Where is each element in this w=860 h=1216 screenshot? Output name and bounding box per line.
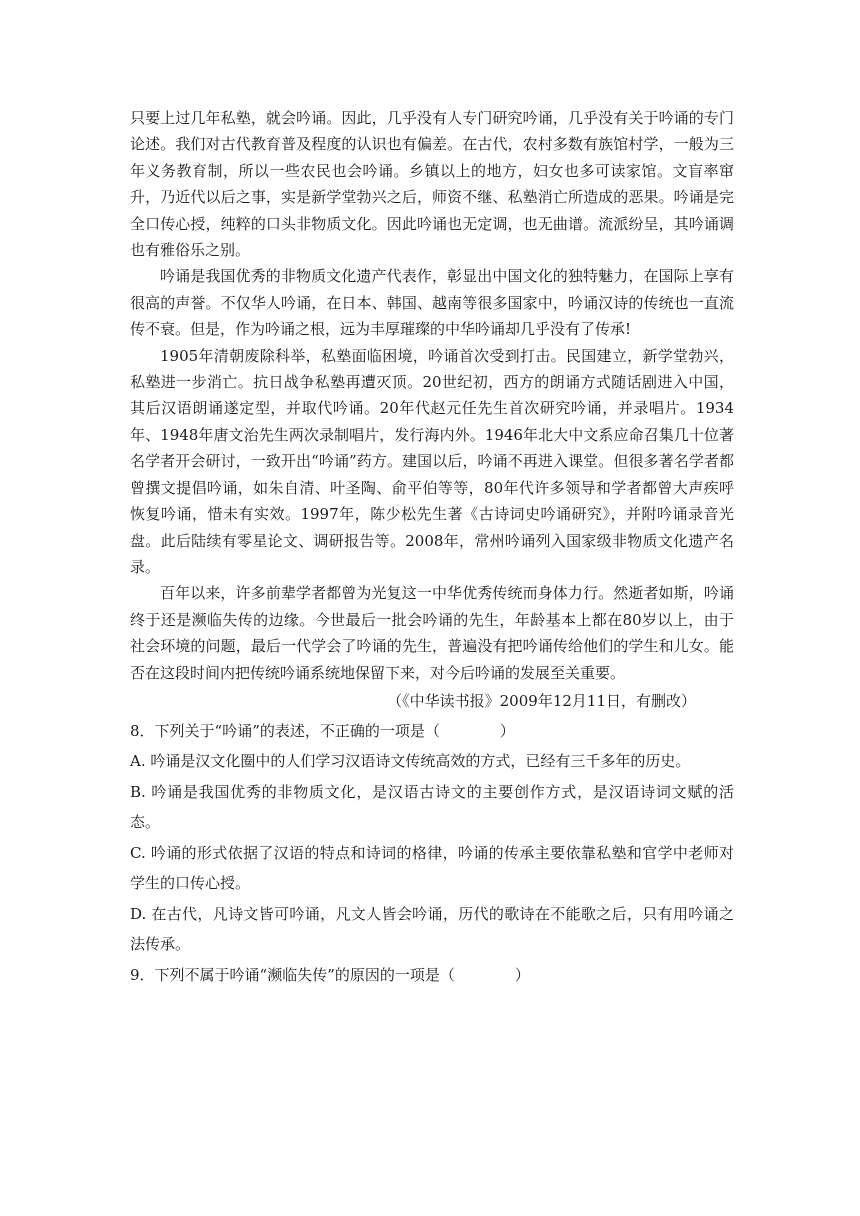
article-paragraph-3: 1905年清朝废除科举，私塾面临困境，吟诵首次受到打击。民国建立，新学堂勃兴，私塾进一步消亡。抗日战争私塾再遭灭顶。20世纪初，西方的朗诵方式随话剧进入中国，其后汉语朗诵遂定型，并取代吟诵。20年代赵元任先生首次研究吟诵，并录唱片。1934年、1948年唐文治先生两次录制唱片，发行海内外。1946年北大中文系应命召集几十位著名学者开会研讨，一致开出“吟诵”药方。建国以后，吟诵不再进入课堂。但很多著名学者都曾撰文提倡吟诵，如朱自清、叶圣陶、俞平伯等等，80年代许多领导和学者都曾大声疾呼恢复吟诵，惜未有实效。1997年，陈少松先生著《古诗词史吟诵研究》，并附吟诵录音光盘。此后陆续有零星论文、调研报告等。2008年，常州吟诵列入国家级非物质文化遗产名录。 [130,346,734,576]
question-8-option-a: A. 吟诵是汉文化圈中的人们学习汉语诗文传统高效的方式，已经有三千多年的历史。 [130,752,691,771]
document-page [130,105,734,990]
question-9-stem-close: ） [514,965,530,984]
question-8-option-c: C. 吟诵的形式依据了汉语的特点和诗词的格律，吟诵的传承主要依靠私塾和官学中老师对学生的口传心授。 [130,843,734,893]
article-paragraph-1: 只要上过几年私塾，就会吟诵。因此，几乎没有人专门研究吟诵，几乎没有关于吟诵的专门论述。我们对古代教育普及程度的认识也有偏差。在古代，农村多数有族馆村学，一般为三年义务教育制，所以一些农民也会吟诵。乡镇以上的地方，妇女也多可读家馆。文盲率窜升，乃近代以后之事，实是新学堂勃兴之后，师资不继、私塾消亡所造成的恶果。吟诵是完全口传心授，纯粹的口头非物质文化。因此吟诵也无定调，也无曲谱。流派纷呈，其吟诵调也有雅俗乐之别。 [130,109,734,260]
question-8-option-b: B. 吟诵是我国优秀的非物质文化，是汉语古诗文的主要创作方式，是汉语诗词文赋的活态。 [130,782,734,832]
question-8-option-d: D. 在古代，凡诗文皆可吟诵，凡文人皆会吟诵，历代的歌诗在不能歌之后，只有用吟诵之法传承。 [130,904,734,954]
article-paragraph-4: 百年以来，许多前辈学者都曾为光复这一中华优秀传统而身体力行。然逝者如斯，吟诵终于还是濒临失传的边缘。今世最后一批会吟诵的先生，年龄基本上都在80岁以上，由于社会环境的问题，最后一代学会了吟诵的先生，普遍没有把吟诵传给他们的学生和儿女。能否在这段时间内把传统吟诵系统地保留下来，对今后吟诵的发展至关重要。 [130,584,734,682]
question-9-stem [130,960,734,991]
article-paragraph-2: 吟诵是我国优秀的非物质文化遗产代表作，彰显出中国文化的独特魅力，在国际上享有很高的声誉。不仅华人吟诵，在日本、韩国、越南等很多国家中，吟诵汉诗的传统也一直流传不衰。但是，作为吟诵之根，远为丰厚璀璨的中华吟诵却几乎没有了传承! [130,267,734,339]
question-8-stem [130,716,734,747]
question-9-stem-text: 9．下列不属于吟诵“濒临失传”的原因的一项是（ [130,965,455,984]
question-8-stem-close: ） [499,721,515,740]
question-8-stem-text: 8．下列关于“吟诵”的表述，不正确的一项是（ [130,721,440,740]
article-source: （《中华读书报》2009年12月11日，有删改） [387,691,696,710]
